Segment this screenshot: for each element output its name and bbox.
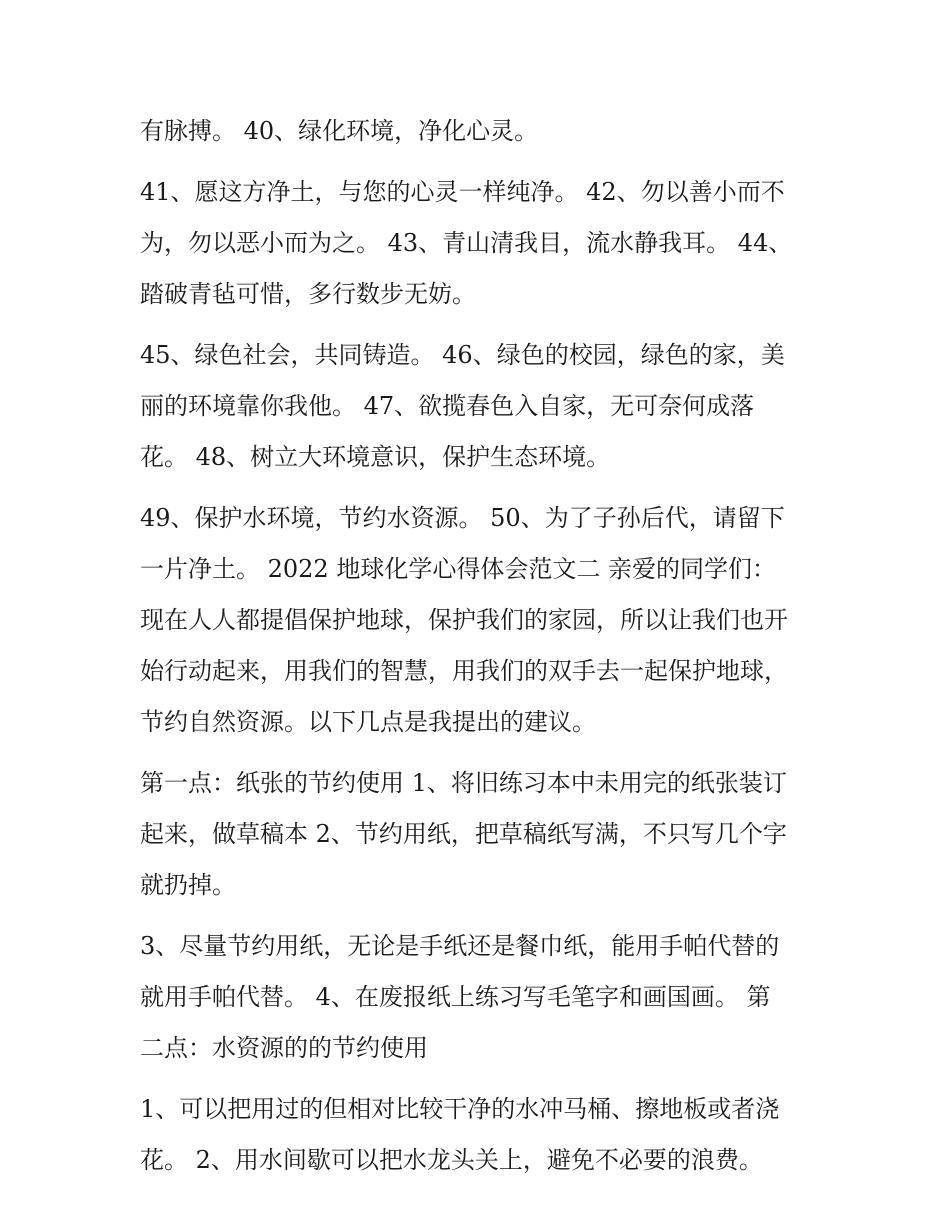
text-line: 有脉搏。 40、绿化环境，净化心灵。 [140, 117, 539, 145]
text-line: 就用手帕代替。 4、在废报纸上练习写毛笔字和画国画。 第 [140, 983, 771, 1011]
document-body [140, 106, 830, 1186]
text-line: 节约自然资源。以下几点是我提出的建议。 [140, 708, 596, 736]
paragraph-gap [140, 748, 830, 758]
text-line: 始行动起来，用我们的智慧，用我们的双手去一起保护地球， [140, 657, 788, 685]
paragraph-gap [140, 320, 830, 330]
paragraph-7 [140, 1084, 830, 1186]
paragraph-gap [140, 1074, 830, 1084]
paragraph-4 [140, 493, 830, 748]
paragraph-5 [140, 758, 830, 911]
text-line: 就扔掉。 [140, 871, 236, 899]
paragraph-3 [140, 330, 830, 483]
text-line: 起来，做草稿本 2、节约用纸，把草稿纸写满，不只写几个字 [140, 820, 787, 848]
text-line: 49、保护水环境，节约水资源。 50、为了子孙后代，请留下 [140, 504, 785, 532]
paragraph-gap [140, 157, 830, 167]
text-line: 3、尽量节约用纸，无论是手纸还是餐巾纸，能用手帕代替的 [140, 932, 780, 960]
text-line: 一片净土。 2022 地球化学心得体会范文二 亲爱的同学们： [140, 555, 776, 583]
paragraph-1 [140, 106, 830, 157]
paragraph-6 [140, 921, 830, 1074]
paragraph-gap [140, 483, 830, 493]
text-line: 45、绿色社会，共同铸造。 46、绿色的校园，绿色的家，美 [140, 341, 785, 369]
text-line: 1、可以把用过的但相对比较干净的水冲马桶、擦地板或者浇 [140, 1095, 780, 1123]
text-line: 花。 2、用水间歇可以把水龙头关上，避免不必要的浪费。 [140, 1146, 763, 1174]
text-line: 第一点：纸张的节约使用 1、将旧练习本中未用完的纸张装订 [140, 769, 787, 797]
text-line: 现在人人都提倡保护地球，保护我们的家园，所以让我们也开 [140, 606, 788, 634]
text-line: 花。 48、树立大环境意识，保护生态环境。 [140, 443, 611, 471]
text-line: 二点：水资源的的节约使用 [140, 1034, 428, 1062]
paragraph-gap [140, 911, 830, 921]
text-line: 41、愿这方净土，与您的心灵一样纯净。 42、勿以善小而不 [140, 178, 785, 206]
text-line: 丽的环境靠你我他。 47、欲揽春色入自家，无可奈何成落 [140, 392, 755, 420]
text-line: 踏破青毡可惜，多行数步无妨。 [140, 280, 476, 308]
text-line: 为，勿以恶小而为之。 43、青山清我目，流水静我耳。 44、 [140, 229, 793, 257]
paragraph-2 [140, 167, 830, 320]
